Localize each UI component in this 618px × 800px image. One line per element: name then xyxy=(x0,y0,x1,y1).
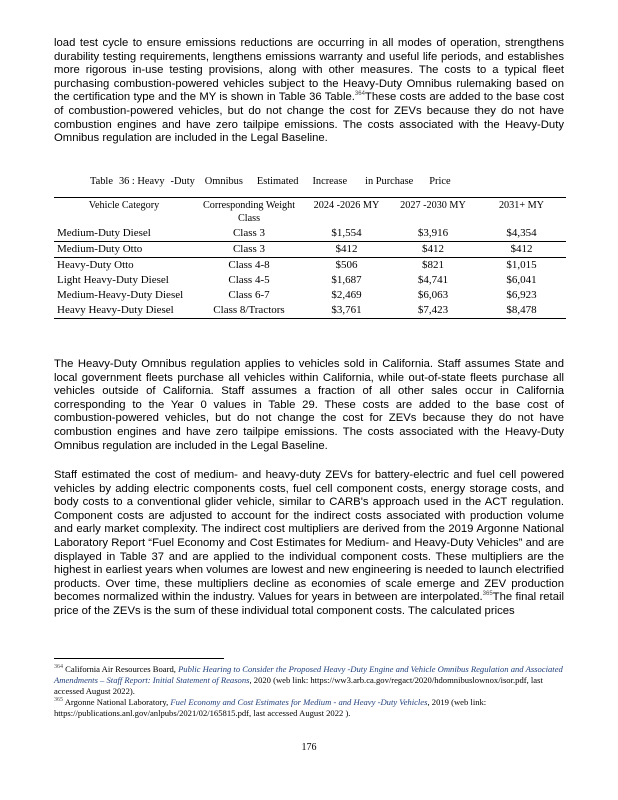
cell-category: Light Heavy-Duty Diesel xyxy=(57,274,169,286)
page-number: 176 xyxy=(301,742,317,753)
cell-2027: $412 xyxy=(389,242,477,258)
cell-2027: $7,423 xyxy=(389,303,477,319)
table-header-row xyxy=(54,198,566,227)
cell-weight: Class 3 xyxy=(194,242,304,258)
cell-2024: $3,761 xyxy=(304,303,389,319)
paragraph-zev-cost-estimation: Staff estimated the cost of medium- and heavy-duty ZEVs for battery-electric and fuel cell powered vehicles by adding electric components costs, fuel cell component costs, energy storage costs, and body costs to a conventional glider vehicle, similar to CARB's approach used in the ACT regulation. Component costs are adjusted to account for the indirect costs associated with production volume and early market complexity. The indirect cost multipliers are derived from the 2019 Argonne National Laboratory Report “Fuel Economy and Cost Estimates for Medium- and Heavy-Duty Vehicles” and are displayed in Table 37 and are applied to the individual component costs. These multipliers are the highest in earliest years when volumes are lowest and new engineering is needed to launch electrified products. Over time, these multipliers decline as economies of scale emerge and ZEV production becomes normalized within the industry. Values for years in between are interpolated.$^{365}$The final retail price of the ZEVs is the sum of these individual total component costs. The calculated prices xyxy=(54,469,564,617)
cell-2031: $1,015 xyxy=(506,259,537,271)
cell-category: Heavy Heavy-Duty Diesel xyxy=(54,303,194,319)
cell-2031: $4,354 xyxy=(506,227,537,239)
cell-weight: Class 4-8 xyxy=(228,259,270,271)
cell-2024: $1,687 xyxy=(331,274,362,286)
footnote-number: 365 xyxy=(54,697,63,704)
table-row xyxy=(54,288,566,303)
footnote-ref-365[interactable]: 365 xyxy=(482,591,493,598)
cell-2031: $6,923 xyxy=(506,289,537,301)
cell-2031: $8,478 xyxy=(477,303,566,319)
cell-2027: $4,741 xyxy=(417,274,449,286)
footnote-number: 364 xyxy=(54,664,63,671)
table-row xyxy=(54,273,566,288)
cell-category: Medium-Duty Diesel xyxy=(57,227,151,239)
cell-2031: $412 xyxy=(477,242,566,258)
table-row xyxy=(54,303,566,319)
cell-2024: $1,554 xyxy=(331,227,362,239)
table-row xyxy=(54,258,566,274)
header-weight-class: Corresponding Weight Class xyxy=(194,198,304,227)
paragraph-omnibus-intro: load test cycle to ensure emissions reductions are occurring in all modes of operation, strengthens durability testing requirements, lengthens emissions warranty and useful life periods, and establishes more rigorous in-use testing provisions, along with other measures. The costs to a typical fleet purchasing combustion-powered vehicles subject to the Heavy-Duty Omnibus rulemaking based on the certification type and the MY is shown in Table 36 Table.$^{364}$These costs are added to the base cost of combustion-powered vehicles, but do not change the cost for ZEVs because they do not have combustion engines and have zero tailpipe emissions. The costs associated with the Heavy-Duty Omnibus regulation are included in the Legal Baseline. xyxy=(54,37,564,145)
footnote-ref-364[interactable]: 364 xyxy=(354,91,365,98)
cell-category: Heavy-Duty Otto xyxy=(57,259,134,271)
omnibus-cost-table xyxy=(54,197,566,319)
table-row xyxy=(54,226,566,242)
cell-category: Medium-Duty Otto xyxy=(54,242,194,258)
cell-weight: Class 6-7 xyxy=(228,289,270,301)
footnote-link-title[interactable]: Public Hearing to Consider the Proposed Heavy -Duty Engine and Vehicle Omnibus Regulation and Associated Amendments – Staff Report: Initial Statement of Reasons xyxy=(54,664,563,685)
cell-2024: $2,469 xyxy=(331,289,362,301)
footnote-divider xyxy=(54,658,224,659)
header-vehicle-category: Vehicle Category xyxy=(54,198,194,227)
cell-2027: $3,916 xyxy=(417,227,449,239)
cell-2024: $412 xyxy=(304,242,389,258)
header-2031-plus: 2031+ MY xyxy=(477,198,566,227)
footnote-365: $^{365}$ Argonne National Laboratory, Fuel Economy and Cost Estimates for Medium - and Heavy -Duty Vehicles, 2019 (web link: https://publications.anl.gov/anlpubs/2021/02/165815.pdf, last accessed August 2022 ). xyxy=(54,697,487,718)
footnote-364: $^{364}$ California Air Resources Board, Public Hearing to Consider the Proposed Heavy -Duty Engine and Vehicle Omnibus Regulation and Associated Amendments – Staff Report: Initial Statement of Reasons, 2020 (web link: https://ww3.arb.ca.gov/regact/2020/hdomnibuslownox/isor.pdf, last accessed August 2022). xyxy=(54,664,563,696)
cell-2031: $6,041 xyxy=(506,274,537,286)
table-caption: Table 36 : Heavy -Duty Omnibus Estimated Increase in Purchase Price xyxy=(90,176,451,187)
footnote-link-title[interactable]: Fuel Economy and Cost Estimates for Medium - and Heavy -Duty Vehicles xyxy=(170,697,428,707)
paragraph-omnibus-applicability: The Heavy-Duty Omnibus regulation applies to vehicles sold in California. Staff assumes State and local government fleets purchase all vehicles within California, while out-of-state fleets purchase all vehicles outside of California. Staff assumes a fraction of all other sales occur in California corresponding to the Year 0 values in Table 29. These costs are added to the base cost of combustion-powered vehicles, but do not change the cost for ZEVs because they do not have combustion engines and have zero tailpipe emissions. The costs associated with the Heavy-Duty Omnibus regulation are included in the Legal Baseline. xyxy=(54,358,564,452)
cell-weight: Class 3 xyxy=(232,227,266,239)
cell-category: Medium-Heavy-Duty Diesel xyxy=(57,289,184,301)
cell-weight: Class 4-5 xyxy=(228,274,270,286)
cell-2027: $6,063 xyxy=(417,289,449,301)
cell-2027: $821 xyxy=(422,259,444,271)
header-2024-2026: 2024 -2026 MY xyxy=(304,198,389,227)
cell-weight: Class 8/Tractors xyxy=(194,303,304,319)
cell-2024: $506 xyxy=(335,259,358,271)
table-row xyxy=(54,242,566,258)
header-2027-2030: 2027 -2030 MY xyxy=(389,198,477,227)
